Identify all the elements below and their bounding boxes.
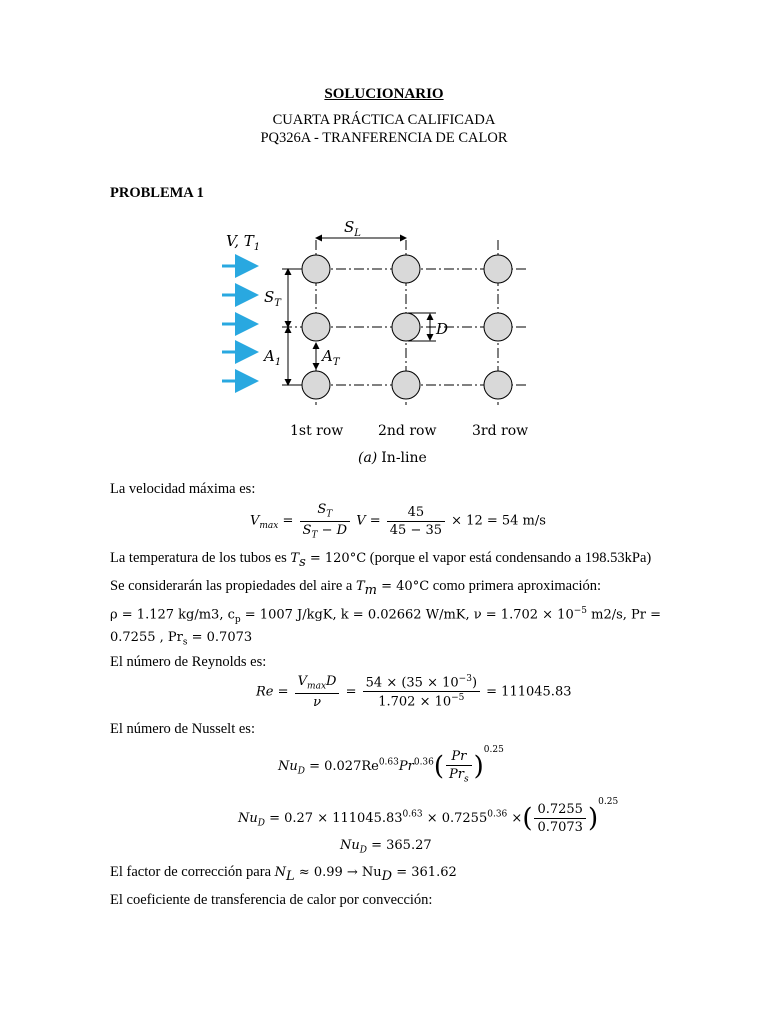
tube-temp-line: La temperatura de los tubos es $T_s = 120^\circ C$ (porque el vapor está condensando a 198.53kPa) [110,550,652,570]
sl-label: $S_L$ [344,218,361,239]
nu-equation-2: $Nu_D = 0.27 \times 111045.83^{0.63} \times 0.7255^{0.36}$ ×( $\frac{0.7255}{0.7073}$ )$^{0.25}$ [238,797,619,835]
at-label: $A_T$ [322,347,340,368]
row-label-3: 3rd row [472,423,529,439]
convection-intro: El coeficiente de transferencia de calor por convección: [110,892,433,908]
vmax-equation: $V_{max}$ = $\frac{S_T}{S_T - D}$ V = $\frac{45}{45 - 35}$ × 12 = 54 m/s [250,502,546,541]
flow-label: V, $T_1$ [226,232,261,253]
flow-arrows [222,266,256,381]
nu-result: $Nu_D = 365.27$ [340,838,432,856]
props-line-2: 0.7255 , $Pr_s = 0.7073$ [110,630,253,648]
nu-intro: El número de Nusselt es: [110,721,255,737]
vmax-intro: La velocidad máxima es: [110,481,256,497]
re-equation: Re = $\frac{V_{max}D}{\nu}$ = $\frac{54 \times (35 \times 10^{-3})}{1.702 \times 10^{-5}}$ = 111045.83 [256,674,572,710]
tube-bank-figure [210,210,540,470]
re-intro: El número de Reynolds es: [110,654,267,670]
course-subtitle-1: CUARTA PRÁCTICA CALIFICADA [272,112,496,128]
row-label-2: 2nd row [378,423,437,439]
row-label-1: 1st row [290,423,344,439]
st-label: $S_T$ [264,288,281,309]
figure-caption: (a) In-line [358,450,427,466]
props-line-1: ρ = 1.127 kg/m3, $c_p = 1007$ J/kgK, k = 0.02662 W/mK, $\nu = 1.702 \times 10^{-5}$ m2/s, Pr = [110,606,662,625]
page-title: SOLUCIONARIO [324,86,444,102]
problem-heading: PROBLEMA 1 [110,185,204,201]
a1-label: $A_1$ [264,347,282,368]
props-intro-line: Se considerarán las propiedades del aire a $T_m = 40^\circ C$ como primera aproximación: [110,578,602,598]
course-subtitle-2: PQ326A - TRANFERENCIA DE CALOR [260,130,508,146]
nu-equation-1: $Nu_D = 0.027Re^{0.63}Pr^{0.36}$( $\frac{Pr}{Pr_s}$ )$^{0.25}$ [278,745,504,785]
correction-line: El factor de corrección para $N_L \approx 0.99 \to Nu_D = 361.62$ [110,864,457,884]
d-label: D [436,320,449,338]
